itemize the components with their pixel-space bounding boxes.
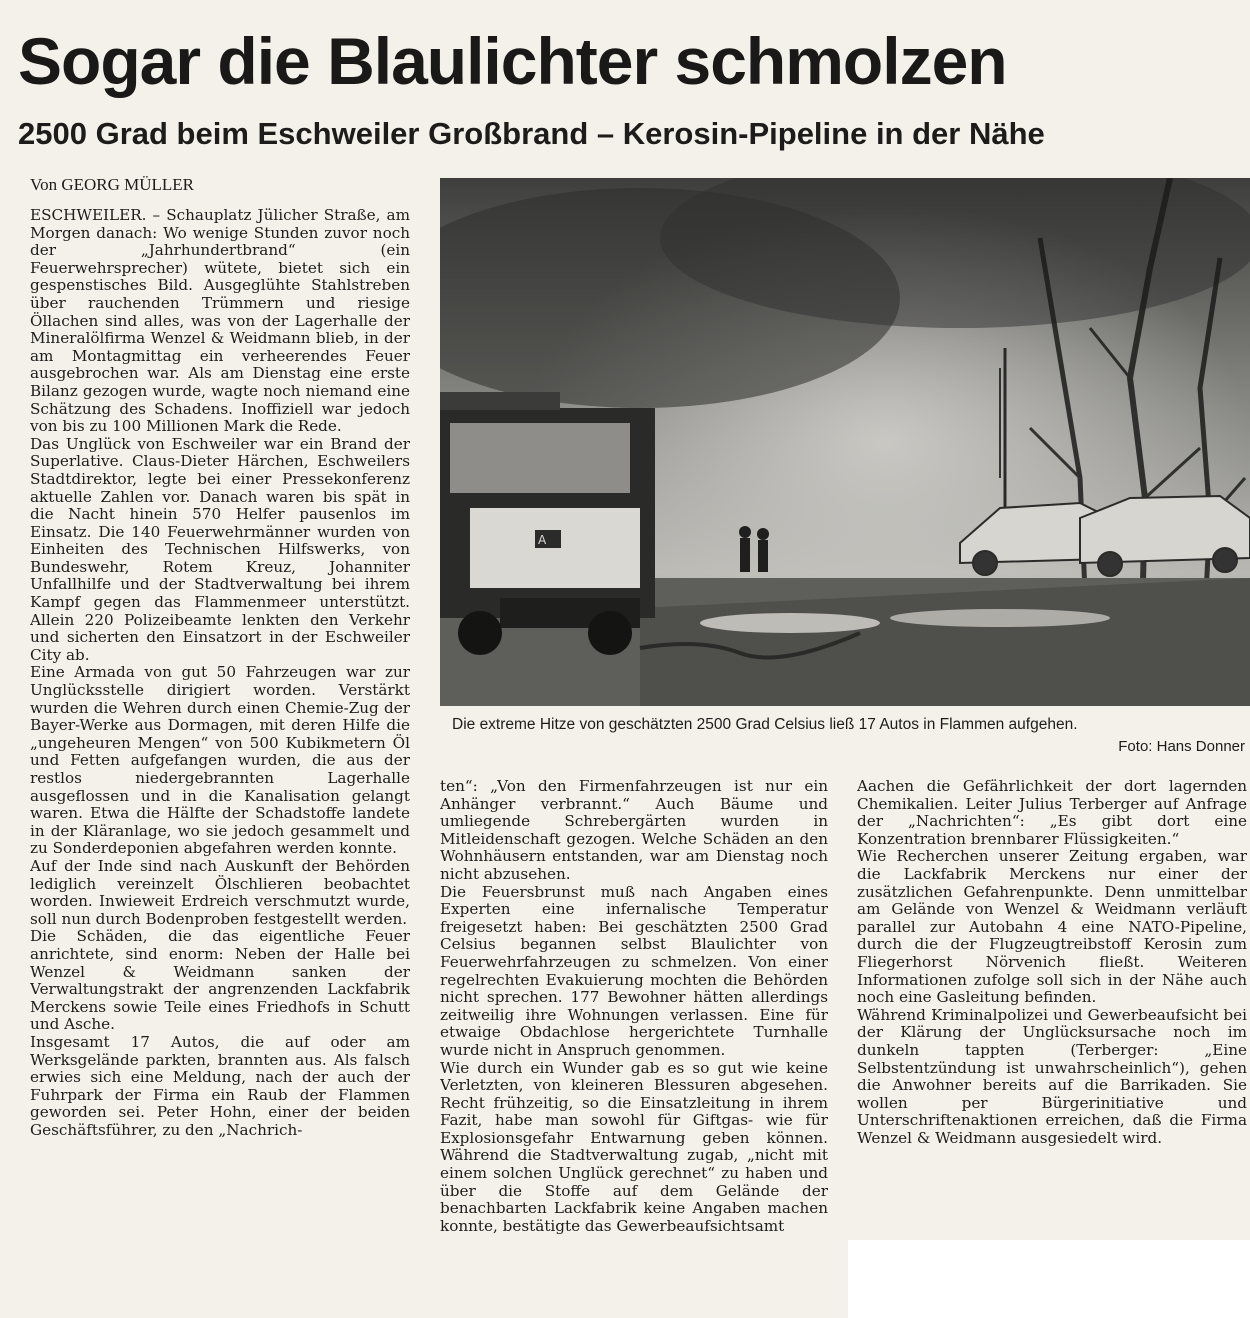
photo-credit: Foto: Hans Donner	[1118, 738, 1245, 755]
paragraph: Wie Recherchen unserer Zeitung ergaben, war die Lackfabrik Merckens nur einer der zusätzlichen Gefahrenpunkte. Denn unmittelbar am Gelände von Wenzel & Weidmann verläuft parallel zur Autobahn 4 eine NATO-Pipeline, durch die der Flugzeugtreibstoff Kerosin zum Fliegerhorst Nörvenich fließt. Weiteren Informationen zufolge soll sich in der Nähe auch noch eine Gasleitung befinden.	[857, 847, 1247, 1007]
article-column-2	[440, 778, 828, 1308]
paragraph: Die Schäden, die das eigentliche Feuer anrichtete, sind enorm: Neben der Halle bei Wenzel & Weidmann sanken der Verwaltungstrakt der angrenzenden Lackfabrik Merckens sowie Teile eines Friedhofs in Schutt und Asche.	[30, 927, 410, 1034]
photo-caption: Die extreme Hitze von geschätzten 2500 Grad Celsius ließ 17 Autos in Flammen aufgehen.	[452, 716, 1078, 733]
byline: Von GEORG MÜLLER	[30, 175, 195, 194]
fire-scene-photo	[440, 178, 1250, 706]
paragraph: Aachen die Gefährlichkeit der dort lagernden Chemikalien. Leiter Julius Terberger auf Anfrage der „Nachrichten“: „Es gibt dort eine Konzentration brennbarer Flüssigkeiten.“	[857, 778, 1247, 848]
subheadline: 2500 Grad beim Eschweiler Großbrand – Kerosin-Pipeline in der Nähe	[18, 116, 1045, 151]
paragraph: ten“: „Von den Firmenfahrzeugen ist nur ein Anhänger verbrannt.“ Auch Bäume und umliegende Schrebergärten wurden in Mitleidenschaft gezogen. Welche Schäden an den Wohnhäusern entstanden, war am Dienstag noch nicht abzusehen.	[440, 778, 828, 883]
paragraph: Während Kriminalpolizei und Gewerbeaufsicht bei der Klärung der Unglücksursache noch im dunkeln tappten (Terberger: „Eine Selbstentzündung ist unwahrscheinlich“), gehen die Anwohner bereits auf die Barrikaden. Sie wollen per Bürgerinitiative und Unterschriftenaktionen erreichen, daß die Firma Wenzel & Weidmann ausgesiedelt wird.	[857, 1005, 1247, 1147]
paragraph: Die Feuersbrunst muß nach Angaben eines Experten eine infernalische Temperatur freigesetzt haben: Bei geschätzten 2500 Grad Celsius begannen selbst Blaulichter von Feuerwehrfahrzeugen zu schmelzen. Von einer regelrechten Evakuierung mochten die Behörden nicht sprechen. 177 Bewohner hätten allerdings zeitweilig ihre Wohnungen verlassen. Eine für etwaige Obdachlose hergerichtete Turnhalle wurde nicht in Anspruch genommen.	[440, 882, 828, 1059]
paragraph: Insgesamt 17 Autos, die auf oder am Werksgelände parkten, brannten aus. Als falsch erwies sich eine Meldung, nach der auch der Fuhrpark der Firma ein Raub der Flammen geworden sei. Peter Hohn, einer der beiden Geschäftsführer, zu den „Nachrich-	[30, 1032, 410, 1139]
paragraph: Das Unglück von Eschweiler war ein Brand der Superlative. Claus-Dieter Härchen, Eschweilers Stadtdirektor, legte bei einer Pressekonferenz aktuelle Zahlen vor. Danach waren bis spät in die Nacht hinein 570 Helfer pausenlos im Einsatz. Die 140 Feuerwehrmänner wurden von Einheiten des Technischen Hilfswerks, von Bundeswehr, Rotem Kreuz, Johanniter Unfallhilfe und der Stadtverwaltung bei ihrem Kampf gegen das Flammenmeer unterstützt. Allein 220 Polizeibeamte lenkten den Verkehr und sicherten den Einsatzort in der Eschweiler City ab.	[30, 434, 410, 664]
article-column-1	[30, 207, 410, 1307]
svg-text:A: A	[538, 533, 547, 547]
blank-paper-area	[848, 1240, 1250, 1318]
article-column-3	[857, 778, 1247, 1238]
paragraph: ESCHWEILER. – Schauplatz Jülicher Straße, am Morgen danach: Wo wenige Stunden zuvor noch der „Jahrhundertbrand“ (ein Feuerwehrsprecher) wütete, bietet sich ein gespenstisches Bild. Ausgeglühte Stahlstreben über rauchenden Trümmern und riesige Öllachen sind alles, was von der Lagerhalle der Mineralölfirma Wenzel & Weidmann blieb, in der am Montagmittag ein verheerendes Feuer ausgebrochen war. Als am Dienstag eine erste Bilanz gezogen wurde, wagte noch niemand eine Schätzung des Schadens. Inoffiziell war jedoch von bis zu 100 Millionen Mark die Rede.	[30, 207, 410, 436]
headline: Sogar die Blaulichter schmolzen	[18, 24, 1007, 98]
paragraph: Wie durch ein Wunder gab es so gut wie keine Verletzten, von kleineren Blessuren abgesehen. Recht frühzeitig, so die Einsatzleitung in ihrem Fazit, habe man sowohl für Giftgas- wie für Explosionsgefahr Entwarnung geben können. Während die Stadtverwaltung zugab, „nicht mit einem solchen Unglück gerechnet“ zu haben und über die Stoffe auf dem Gelände der benachbarten Lackfabrik keine Angaben machen konnte, bestätigte das Gewerbeaufsichtsamt	[440, 1058, 828, 1235]
paragraph: Eine Armada von gut 50 Fahrzeugen war zur Unglücksstelle dirigiert worden. Verstärkt wurden die Wehren durch einen Chemie-Zug der Bayer-Werke aus Dormagen, mit deren Hilfe die „ungeheuren Mengen“ von 500 Kubikmetern Öl und Fetten aufgefangen wurden, die aus der restlos niedergebrannten Lagerhalle ausgeflossen und in die Kanalisation gelangt waren. Etwa die Hälfte der Schadstoffe landete in der Kläranlage, wo sie jedoch gesammelt und zu Sonderdeponien abgefahren werden konnte.	[30, 663, 410, 858]
paragraph: Auf der Inde sind nach Auskunft der Behörden lediglich vereinzelt Ölschlieren beobachtet worden. Inwieweit Erdreich verschmutzt wurde, soll nun durch Bodenproben festgestellt werden.	[30, 856, 410, 928]
